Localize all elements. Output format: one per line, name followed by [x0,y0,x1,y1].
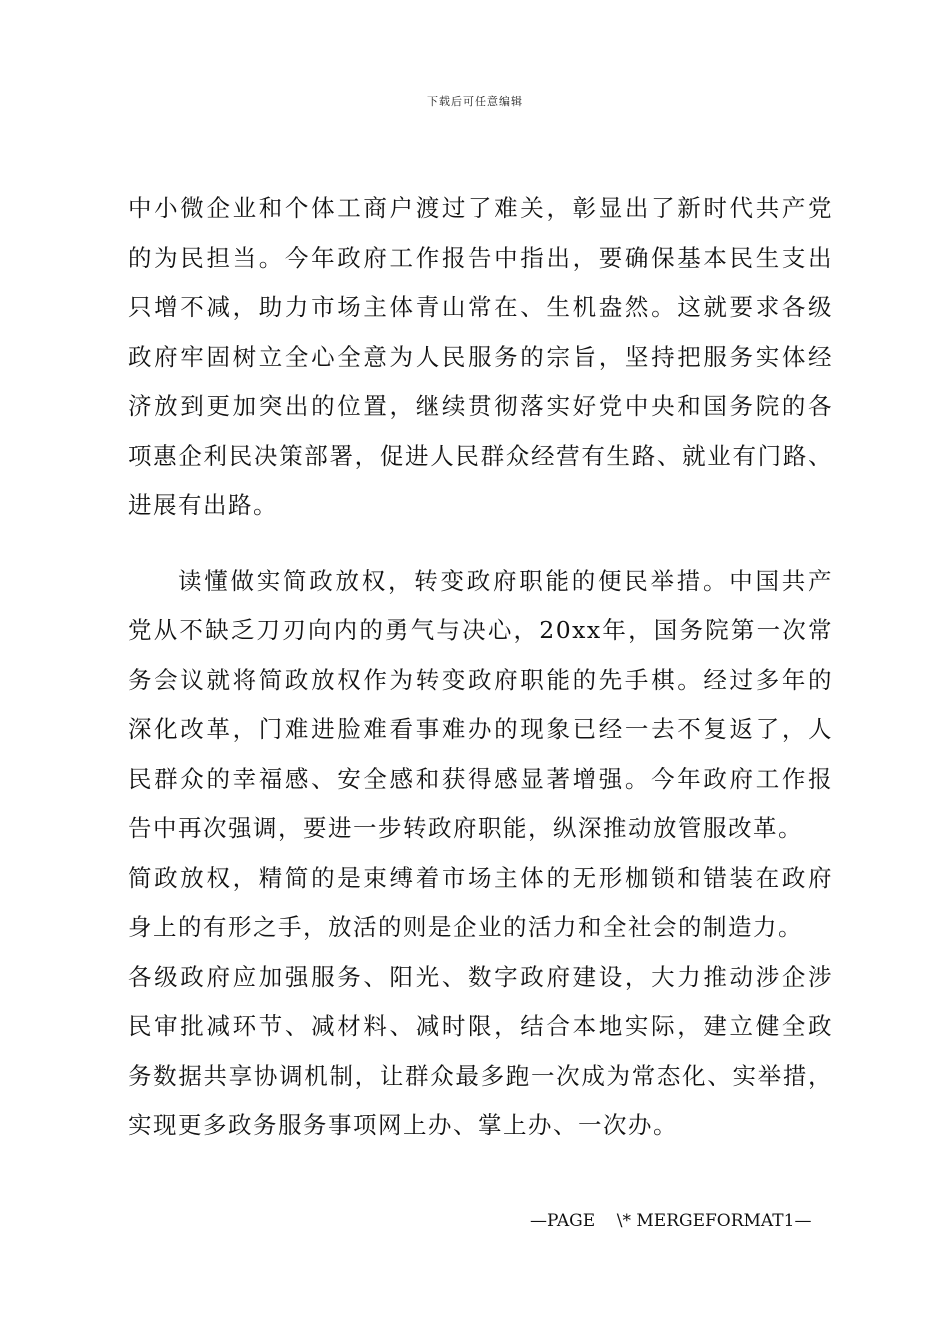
text-line: 的为民担当。今年政府工作报告中指出，要确保基本民生支出 [128,243,833,272]
page-header: 下载后可任意编辑 [427,95,523,108]
text-line: 民群众的幸福感、安全感和获得感显著增强。今年政府工作报 [128,764,833,793]
text-line: 政府牢固树立全心全意为人民服务的宗旨，坚持把服务实体经 [128,342,833,371]
text-line: 各级政府应加强服务、阳光、数字政府建设，大力推动涉企涉 [128,962,833,991]
document-body [128,184,833,1151]
text-line: 深化改革，门难进脸难看事难办的现象已经一去不复返了，人 [128,715,833,743]
text-line: 中小微企业和个体工商户渡过了难关，彰显出了新时代共产党 [128,194,833,222]
paragraph-gap [128,531,833,557]
text-line: 告中再次强调，要进一步转政府职能，纵深推动放管服改革。 [128,814,803,842]
paragraph-2 [128,557,833,1151]
text-line: 简政放权，精简的是束缚着市场主体的无形枷锁和错装在政府 [128,863,833,892]
paragraph-1 [128,184,833,531]
text-line: 实现更多政务服务事项网上办、掌上办、一次办。 [128,1111,678,1139]
text-line: 务数据共享协调机制，让群众最多跑一次成为常态化、实举措， [128,1061,833,1090]
page-footer: —PAGE \* MERGEFORMAT1— [530,1211,812,1231]
text-line: 党从不缺乏刀刃向内的勇气与决心，20xx年，国务院第一次常 [128,616,833,644]
text-line: 务会议就将简政放权作为转变政府职能的先手棋。经过多年的 [128,665,833,694]
text-line: 济放到更加突出的位置，继续贯彻落实好党中央和国务院的各 [128,392,833,420]
text-line: 身上的有形之手，放活的则是企业的活力和全社会的制造力。 [128,913,803,941]
text-line: 民审批减环节、减材料、减时限，结合本地实际，建立健全政 [128,1012,833,1040]
text-line: 项惠企利民决策部署，促进人民群众经营有生路、就业有门路、 [128,441,833,470]
text-line: 只增不减，助力市场主体青山常在、生机盎然。这就要求各级 [128,293,833,321]
text-line: 读懂做实简政放权，转变政府职能的便民举措。中国共产 [178,566,833,595]
text-line: 进展有出路。 [128,491,278,519]
